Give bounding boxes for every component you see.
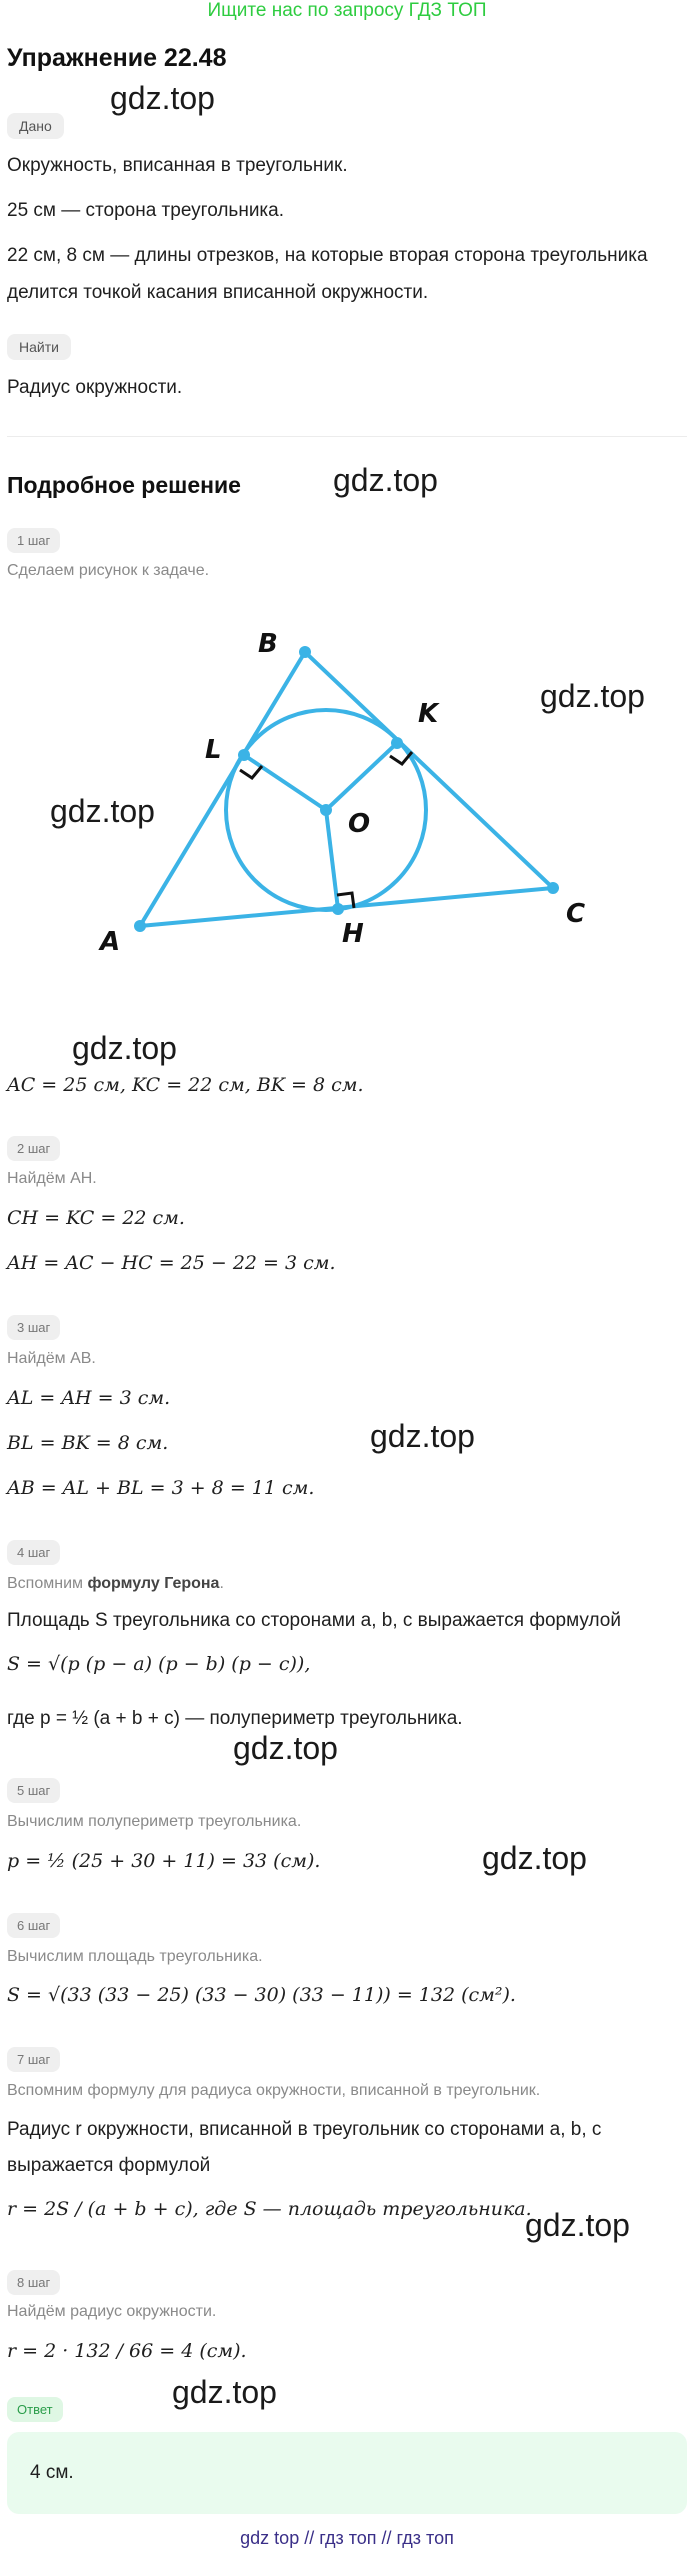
step-7-badge: 7 шаг bbox=[7, 2047, 60, 2072]
given-line-4: делится точкой касания вписанной окружности. bbox=[7, 282, 429, 303]
step-4-line-2: S = √(p (p − a) (p − b) (p − c)), bbox=[7, 1653, 311, 1675]
watermark: gdz.top bbox=[110, 80, 215, 116]
right-angle-marks bbox=[240, 752, 412, 908]
step-7-line-3: r = 2S / (a + b + c), где S — площадь треугольника. bbox=[7, 2198, 532, 2220]
watermark: gdz.top bbox=[333, 462, 438, 498]
step-8-badge: 8 шаг bbox=[7, 2270, 60, 2295]
given-badge: Дано bbox=[7, 113, 64, 139]
step-3-line-1: AL = AH = 3 см. bbox=[7, 1387, 171, 1409]
given-line-2: 25 см — сторона треугольника. bbox=[7, 200, 285, 221]
label-C: C bbox=[566, 899, 586, 929]
step-1-intro: Сделаем рисунок к задаче. bbox=[7, 562, 210, 579]
step-2-intro: Найдём AH. bbox=[7, 1170, 97, 1187]
solution-heading: Подробное решение bbox=[7, 472, 241, 498]
step-8-line-1: r = 2 · 132 / 66 = 4 (см). bbox=[7, 2340, 247, 2362]
answer-text: 4 см. bbox=[30, 2462, 74, 2483]
step-4-line-1: Площадь S треугольника со сторонами a, b, c выражается формулой bbox=[7, 1610, 621, 1631]
step-6-badge: 6 шаг bbox=[7, 1913, 60, 1938]
step-8-intro: Найдём радиус окружности. bbox=[7, 2303, 217, 2320]
triangle-incircle-diagram bbox=[0, 600, 694, 960]
answer-badge: Ответ bbox=[7, 2397, 63, 2422]
step-5-intro: Вычислим полупериметр треугольника. bbox=[7, 1813, 302, 1830]
step-1-badge: 1 шаг bbox=[7, 528, 60, 553]
step-3-intro: Найдём AB. bbox=[7, 1350, 96, 1367]
step-6-intro: Вычислим площадь треугольника. bbox=[7, 1948, 263, 1965]
step-2-line-1: CH = KC = 22 см. bbox=[7, 1207, 185, 1229]
find-badge: Найти bbox=[7, 334, 71, 360]
footer-links[interactable]: gdz top // гдз топ // гдз топ bbox=[240, 2528, 454, 2548]
step-7-line-1: Радиус r окружности, вписанной в треугольник со сторонами a, b, c bbox=[7, 2119, 602, 2140]
watermark: gdz.top bbox=[50, 793, 155, 829]
label-A: A bbox=[100, 927, 121, 957]
step-4-badge: 4 шаг bbox=[7, 1540, 60, 1565]
watermark: gdz.top bbox=[370, 1418, 475, 1454]
given-line-1: Окружность, вписанная в треугольник. bbox=[7, 155, 348, 176]
step-4-line-3: где p = ½ (a + b + c) — полупериметр треугольника. bbox=[7, 1708, 463, 1729]
step-7-line-2: выражается формулой bbox=[7, 2155, 211, 2176]
step-5-badge: 5 шаг bbox=[7, 1778, 60, 1803]
watermark: gdz.top bbox=[525, 2207, 630, 2243]
watermark: gdz.top bbox=[72, 1030, 177, 1066]
step-4-intro-prefix: Вспомним bbox=[7, 1575, 88, 1592]
step-4-intro-suffix: . bbox=[219, 1575, 224, 1592]
divider bbox=[7, 436, 687, 437]
step-2-line-2: AH = AC − HC = 25 − 22 = 3 см. bbox=[7, 1252, 336, 1274]
label-L: L bbox=[205, 735, 222, 765]
step-3-badge: 3 шаг bbox=[7, 1315, 60, 1340]
label-O: O bbox=[348, 809, 371, 839]
watermark: gdz.top bbox=[540, 678, 645, 714]
find-text: Радиус окружности. bbox=[7, 377, 183, 398]
watermark: gdz.top bbox=[172, 2374, 277, 2410]
step-1-line-1: AC = 25 см, KC = 22 см, BK = 8 см. bbox=[7, 1074, 364, 1096]
step-4-intro bbox=[7, 1575, 224, 1593]
heron-formula-link: формулу Герона bbox=[87, 1575, 220, 1592]
step-6-line-1: S = √(33 (33 − 25) (33 − 30) (33 − 11)) = 132 (см²). bbox=[7, 1984, 516, 2006]
step-7-intro: Вспомним формулу для радиуса окружности, вписанной в треугольник. bbox=[7, 2082, 541, 2099]
page-title: Упражнение 22.48 bbox=[7, 44, 227, 72]
step-3-line-2: BL = BK = 8 см. bbox=[7, 1432, 169, 1454]
top-banner[interactable]: Ищите нас по запросу ГДЗ ТОП bbox=[207, 0, 487, 21]
answer-box bbox=[7, 2432, 687, 2514]
given-line-3: 22 см, 8 см — длины отрезков, на которые вторая сторона треугольника bbox=[7, 245, 648, 266]
watermark: gdz.top bbox=[233, 1730, 338, 1766]
step-3-line-3: AB = AL + BL = 3 + 8 = 11 см. bbox=[7, 1477, 315, 1499]
label-K: K bbox=[418, 699, 439, 729]
step-2-badge: 2 шаг bbox=[7, 1136, 60, 1161]
label-B: B bbox=[258, 629, 278, 659]
watermark: gdz.top bbox=[482, 1840, 587, 1876]
step-5-line-1: p = ½ (25 + 30 + 11) = 33 (см). bbox=[7, 1850, 321, 1872]
label-H: H bbox=[342, 919, 364, 949]
